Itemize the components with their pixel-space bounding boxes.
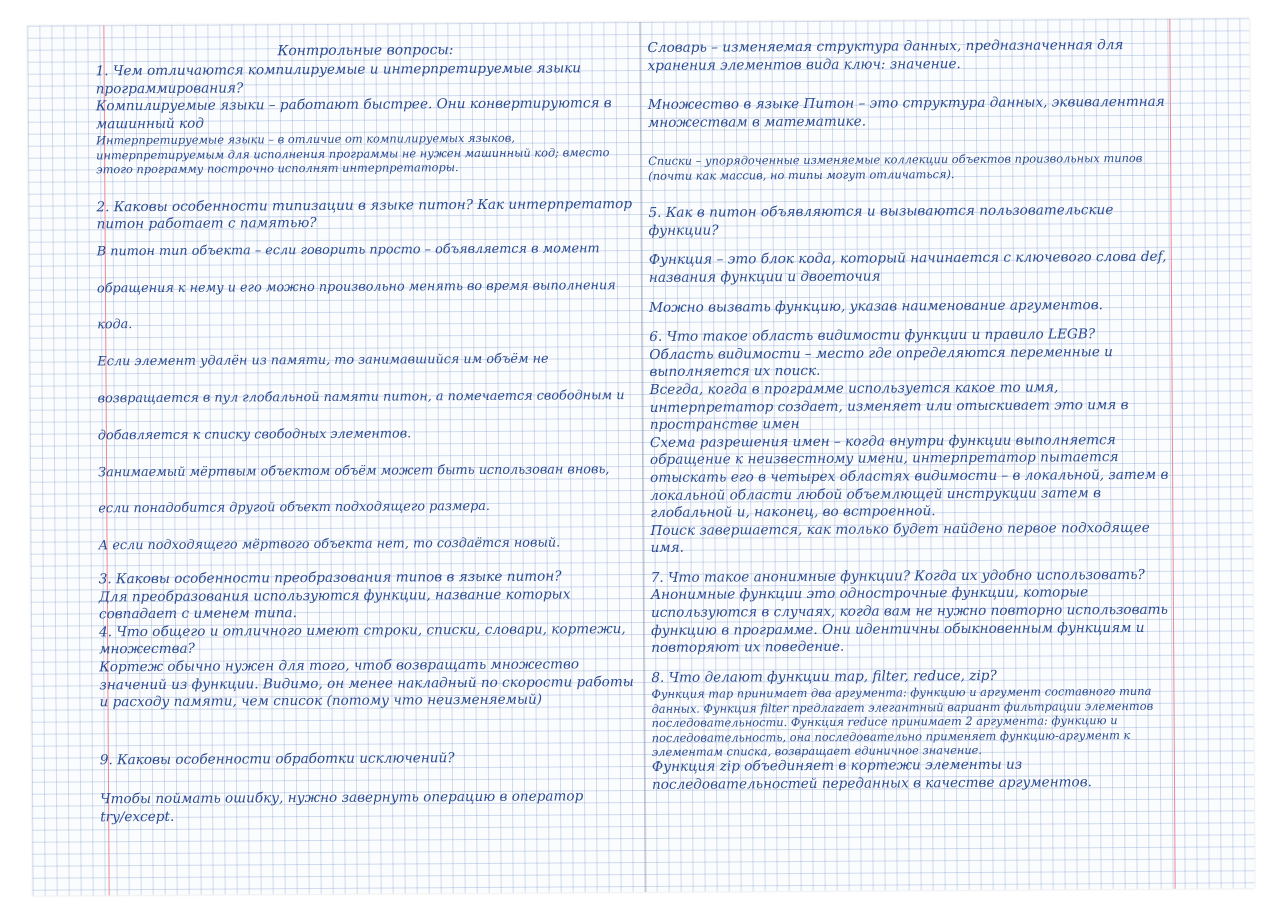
answer-1-compiled: Компилируемые языки – работают быстрее. Они конвертируются в машинный код xyxy=(95,95,612,133)
answer-2-memory-reuse: Занимаемый мёртвым объектом объём может быть использован вновь, если понадобится другой объект подходящего размера. xyxy=(98,461,610,517)
answer-6-scope: Область видимости – место где определяются переменные и выполняется их поиск. xyxy=(649,343,1113,381)
left-page-text xyxy=(95,40,640,827)
answer-5-definition: Функция – это блок кода, который начинается с ключевого слова def, названия функции и двоеточия xyxy=(648,249,1167,286)
answer-9: Чтобы поймать ошибку, нужно завернуть операцию в оператор try/except. xyxy=(100,788,584,826)
question-4: 4. Что общего и отличного имеют строки, списки, словари, кортежи, множества? xyxy=(99,620,626,658)
answer-2-memory-free: Если элемент удалён из памяти, то занимавшийся им объём не возвращается в пул глобальной памяти питон, а помечается свободным и добавляется к списку свободных элементов. xyxy=(97,351,625,444)
answer-8-zip: Функция zip объединяет в кортежи элементы из последовательностей переданных в качестве аргументов. xyxy=(651,757,1092,794)
question-5: 5. Как в питон объявляются и вызываются пользовательские функции? xyxy=(648,202,1114,239)
question-9: 9. Каковы особенности обработки исключений? xyxy=(99,749,455,769)
notebook-spread xyxy=(27,18,1254,895)
answer-7: Анонимные функции это однострочные функции, которые используются в случаях, когда вам не нужно повторно использовать функцию в программе. Они идентичны обыкновенным функциям и повторяют их поведение. xyxy=(650,584,1168,657)
answer-5-call: Можно вызвать функцию, указав наименование аргументов. xyxy=(649,296,1103,316)
question-3: 3. Каковы особенности преобразования типов в языке питон? xyxy=(98,568,562,588)
answer-6-search-end: Поиск завершается, как только будет найдено первое подходящее имя. xyxy=(650,519,1150,557)
answer-6-namespace: Всегда, когда в программе используется какое то имя, интерпретатор создает, изменяет или отыскивает это имя в пространстве имен xyxy=(649,379,1129,434)
answer-4-list: Списки – упорядоченные изменяемые коллекции объектов произвольных типов (почти как массив, но типы могут отличаться). xyxy=(648,151,1143,183)
answer-4-tuple: Кортеж обычно нужен для того, чтоб возвращать множество значений из функции. Видимо, он менее накладный по скорости работы и расходу памяти, чем список (потому что неизменяемый) xyxy=(99,656,634,711)
answer-1-interpreted: Интерпретируемые языки – в отличие от компилируемых языков, интерпретируемым для исполнения программы не нужен машинный код; вместо этого программу построчно исполнят интерпретаторы. xyxy=(96,131,610,177)
question-8: 8. Что делают функции map, filter, reduce, zip? xyxy=(651,667,997,686)
answer-2-typing: В питон тип объекта – если говорить просто – объявляется в момент обращения к нему и его можно произвольно менять во время выполнения кода. xyxy=(96,241,616,333)
question-2: 2. Каковы особенности типизации в языке питон? Как интерпретатор питон работает с памятью? xyxy=(96,195,633,233)
right-page-text xyxy=(647,37,1178,795)
answer-3: Для преобразования используются функции, название которых совпадает с именем типа. xyxy=(98,585,571,623)
answer-8-map-filter-reduce: Функция map принимает два аргумента: функцию и аргумент составного типа данных. Функция filter предлагает элегантный вариант фильтрации элементов последовательности. Функция reduce принимает 2 аргумента: функцию и последовательность, она последовательно применяет функцию-аргумент к элементам списка, возвращает единичное значение. xyxy=(651,684,1154,760)
page-title: Контрольные вопросы: xyxy=(277,42,454,60)
question-7: 7. Что такое анонимные функции? Когда их удобно использовать? xyxy=(650,566,1145,586)
question-6: 6. Что такое область видимости функции и правило LEGB? xyxy=(649,326,1096,346)
answer-4-set: Множество в языке Питон – это структура данных, эквивалентная множествам в математике. xyxy=(647,93,1165,131)
answer-2-memory-new: А если подходящего мёртвого объекта нет, то создаётся новый. xyxy=(98,535,561,554)
answer-6-legb: Схема разрешения имен – когда внутри функции выполняется обращение к неизвестному имени, интерпретатор пытается отыскать его в четырех областях видимости – в локальной, затем в локальной области любой объемлющей инструкции затем в глобальной и, наконец, во встроенной. xyxy=(649,431,1169,522)
answer-4-dict: Словарь – изменяемая структура данных, предназначенная для хранения элементов вида ключ: значение. xyxy=(647,37,1124,74)
question-1: 1. Чем отличаются компилируемые и интерпретируемые языки программирования? xyxy=(95,60,582,97)
left-page xyxy=(27,22,644,896)
right-page xyxy=(641,18,1254,892)
